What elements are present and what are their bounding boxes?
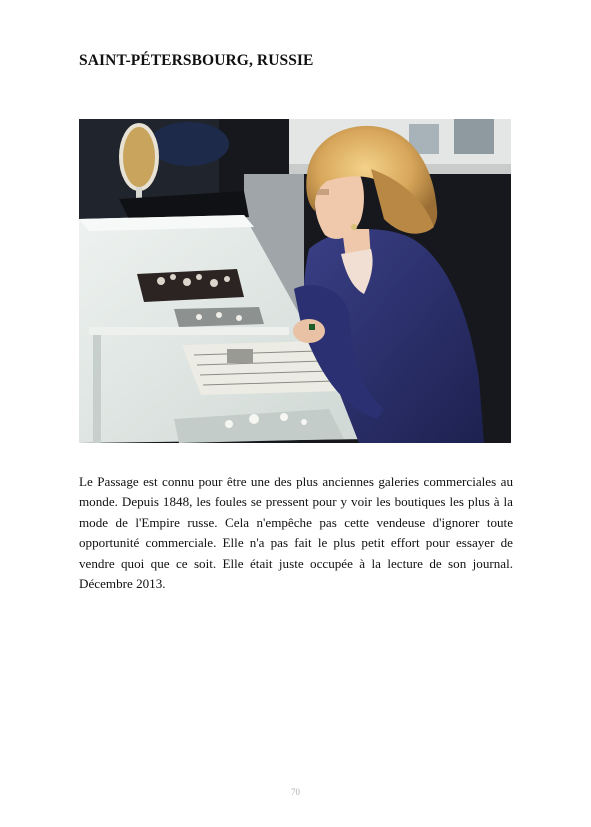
photo-caption: Le Passage est connu pour être une des plus anciennes galeries commerciales au monde. Depuis 1848, les foules se pressent pour y voir les boutiques les plus à la mode de l'Empire russe. Cela n'empêche pas cette vendeuse d'ignorer toute opportunité commerciale. Elle n'a pas fait le plus petit effort pour essayer de vendre quoi que ce soit. Elle était juste occupée à la lecture de son journal. Décembre 2013.	[79, 474, 513, 592]
page-title: SAINT-PÉTERSBOURG, RUSSIE	[79, 52, 314, 69]
page-number: 70	[291, 787, 300, 797]
photo	[79, 119, 511, 443]
